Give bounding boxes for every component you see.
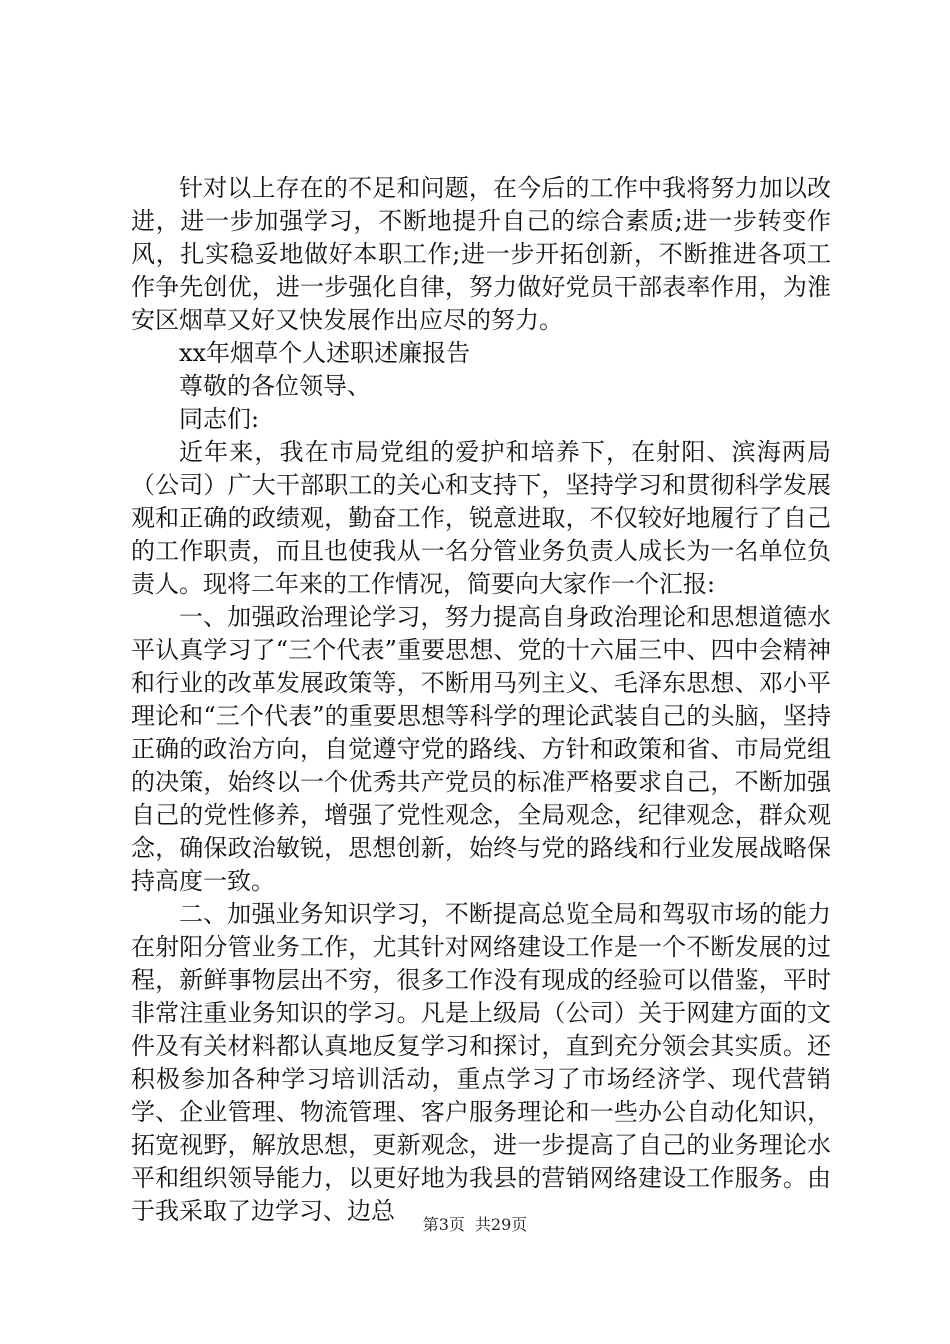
paragraph-introduction: 近年来，我在市局党组的爱护和培养下，在射阳、滨海两局（公司）广大干部职工的关心和支持下，坚持学习和贯彻科学发展观和正确的政绩观，勤奋工作，锐意进取，不仅较好地履行了自己的工作职责，而且也使我从一名分管业务负责人成长为一名单位负责人。现将二年来的工作情况，简要向大家作一个汇报:	[131, 438, 831, 598]
report-title: xx年烟草个人述职述廉报告	[179, 339, 471, 367]
paragraph-political-study: 一、加强政治理论学习，努力提高自身政治理论和思想道德水平认真学习了“三个代表”重要思想、党的十六届三中、四中会精神和行业的改革发展政策等，不断用马列主义、毛泽东思想、邓小平理论和“三个代表”的重要思想等科学的理论武装自己的头脑，坚持正确的政治方向，自觉遵守党的路线、方针和政策和省、市局党组的决策，始终以一个优秀共产党员的标准严格要求自己，不断加强自己的党性修养，增强了党性观念，全局观念，纪律观念，群众观念，确保政治敏锐，思想创新，始终与党的路线和行业发展战略保持高度一致。	[131, 603, 831, 895]
page-footer	[0, 1215, 950, 1235]
salutation-leaders: 尊敬的各位领导、	[179, 372, 371, 400]
document-body	[131, 172, 831, 1228]
paragraph-business-study: 二、加强业务知识学习，不断提高总览全局和驾驭市场的能力在射阳分管业务工作，尤其针对网络建设工作是一个不断发展的过程，新鲜事物层出不穷，很多工作没有现成的经验可以借鉴，平时非常注重业务知识的学习。凡是上级局（公司）关于网建方面的文件及有关材料都认真地反复学习和探讨，直到充分领会其实质。还积极参加各种学习培训活动，重点学习了市场经济学、现代营销学、企业管理、物流管理、客户服务理论和一些办公自动化知识，拓宽视野，解放思想，更新观念，进一步提高了自己的业务理论水平和组织领导能力，以更好地为我县的营销网络建设工作服务。由于我采取了边学习、边总	[131, 900, 831, 1225]
page-total: 共29页	[474, 1215, 528, 1234]
salutation-comrades: 同志们:	[179, 405, 260, 433]
page-number: 第3页	[422, 1215, 465, 1234]
paragraph-improvement-plan: 针对以上存在的不足和问题，在今后的工作中我将努力加以改进，进一步加强学习，不断地提升自己的综合素质;进一步转变作风，扎实稳妥地做好本职工作;进一步开拓创新，不断推进各项工作争先创优，进一步强化自律，努力做好党员干部表率作用，为淮安区烟草又好又快发展作出应尽的努力。	[131, 174, 831, 334]
